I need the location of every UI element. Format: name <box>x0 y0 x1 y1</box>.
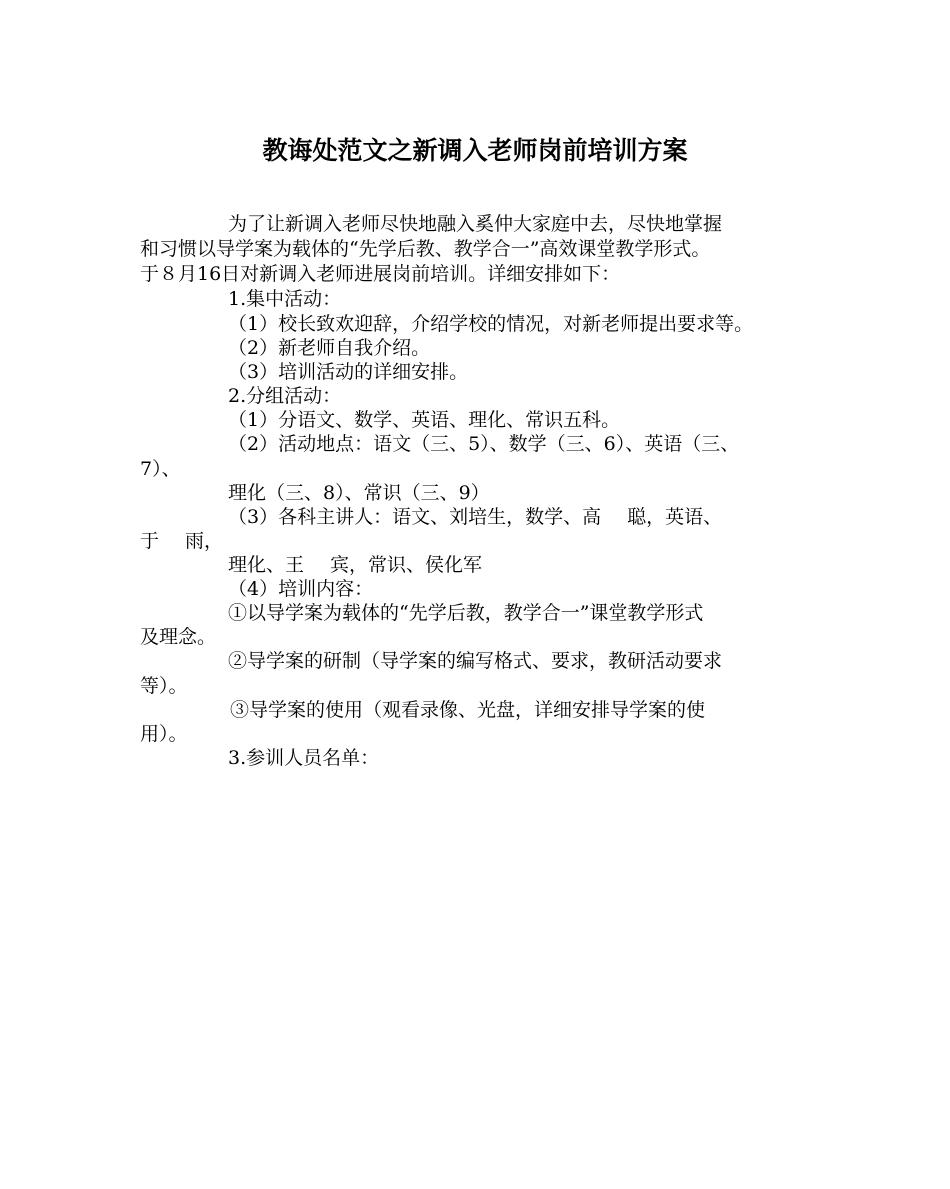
document-title: 教诲处范文之新调入老师岗前培训方案 <box>262 136 688 165</box>
content-2-line-2: 等）。 <box>140 675 188 697</box>
section-2-item-4-heading: （4）培训内容： <box>228 578 374 600</box>
section-3-heading: 3.参训人员名单： <box>228 747 380 769</box>
speakers-line3-b: 宾，常识、侯化军 <box>330 554 483 576</box>
section-2-item-2-line-1: （2）活动地点：语文（三、5）、数学（三、6）、英语（三、 <box>228 433 740 455</box>
section-2-item-1: （1）分语文、数学、英语、理化、常识五科。 <box>228 409 621 431</box>
section-1-item-1: （1）校长致欢迎辞，介绍学校的情况，对新老师提出要求等。 <box>228 313 754 335</box>
content-3-line-2: 用）。 <box>140 723 188 745</box>
section-1-item-3: （3）培训活动的详细安排。 <box>228 361 469 383</box>
speakers-text-b: 聪，英语、 <box>627 506 723 528</box>
section-1-item-2: （2）新老师自我介绍。 <box>228 337 431 359</box>
section-1-heading: 1.集中活动： <box>228 288 342 310</box>
intro-line-3: 于８月16日对新调入老师进展岗前培训。详细安排如下： <box>140 263 621 285</box>
section-2-heading: 2.分组活动： <box>228 385 342 407</box>
content-1-line-1: ①以导学案为载体的“先学后教，教学合一”课堂教学形式 <box>228 602 704 624</box>
speakers-line2-a: 于 <box>140 530 160 552</box>
section-2-item-2-line-3: 理化（三、8）、常识（三、9） <box>228 482 490 504</box>
section-2-item-2-line-2: 7）、 <box>140 458 181 480</box>
section-2-item-3-line-2 <box>140 529 223 553</box>
content-3-line-1: ③导学案的使用（观看录像、光盘，详细安排导学案的使 <box>230 699 706 721</box>
section-2-item-3-line-3 <box>228 553 482 577</box>
intro-line-1: 为了让新调入老师尽快地融入奚仲大家庭中去，尽快地掌握 <box>228 213 723 235</box>
speakers-line3-a: 理化、王 <box>228 554 305 576</box>
speakers-line2-b: 雨， <box>185 530 224 552</box>
content-1-line-2: 及理念。 <box>140 626 217 648</box>
intro-line-2: 和习惯以导学案为载体的“先学后教、教学合一”高效课堂教学形式。 <box>140 238 711 260</box>
content-2-line-1: ②导学案的研制（导学案的编写格式、要求，教研活动要求 <box>228 650 723 672</box>
section-2-item-3-line-1 <box>228 505 722 529</box>
speakers-text-a: （3）各科主讲人：语文、刘培生，数学、高 <box>228 506 602 528</box>
